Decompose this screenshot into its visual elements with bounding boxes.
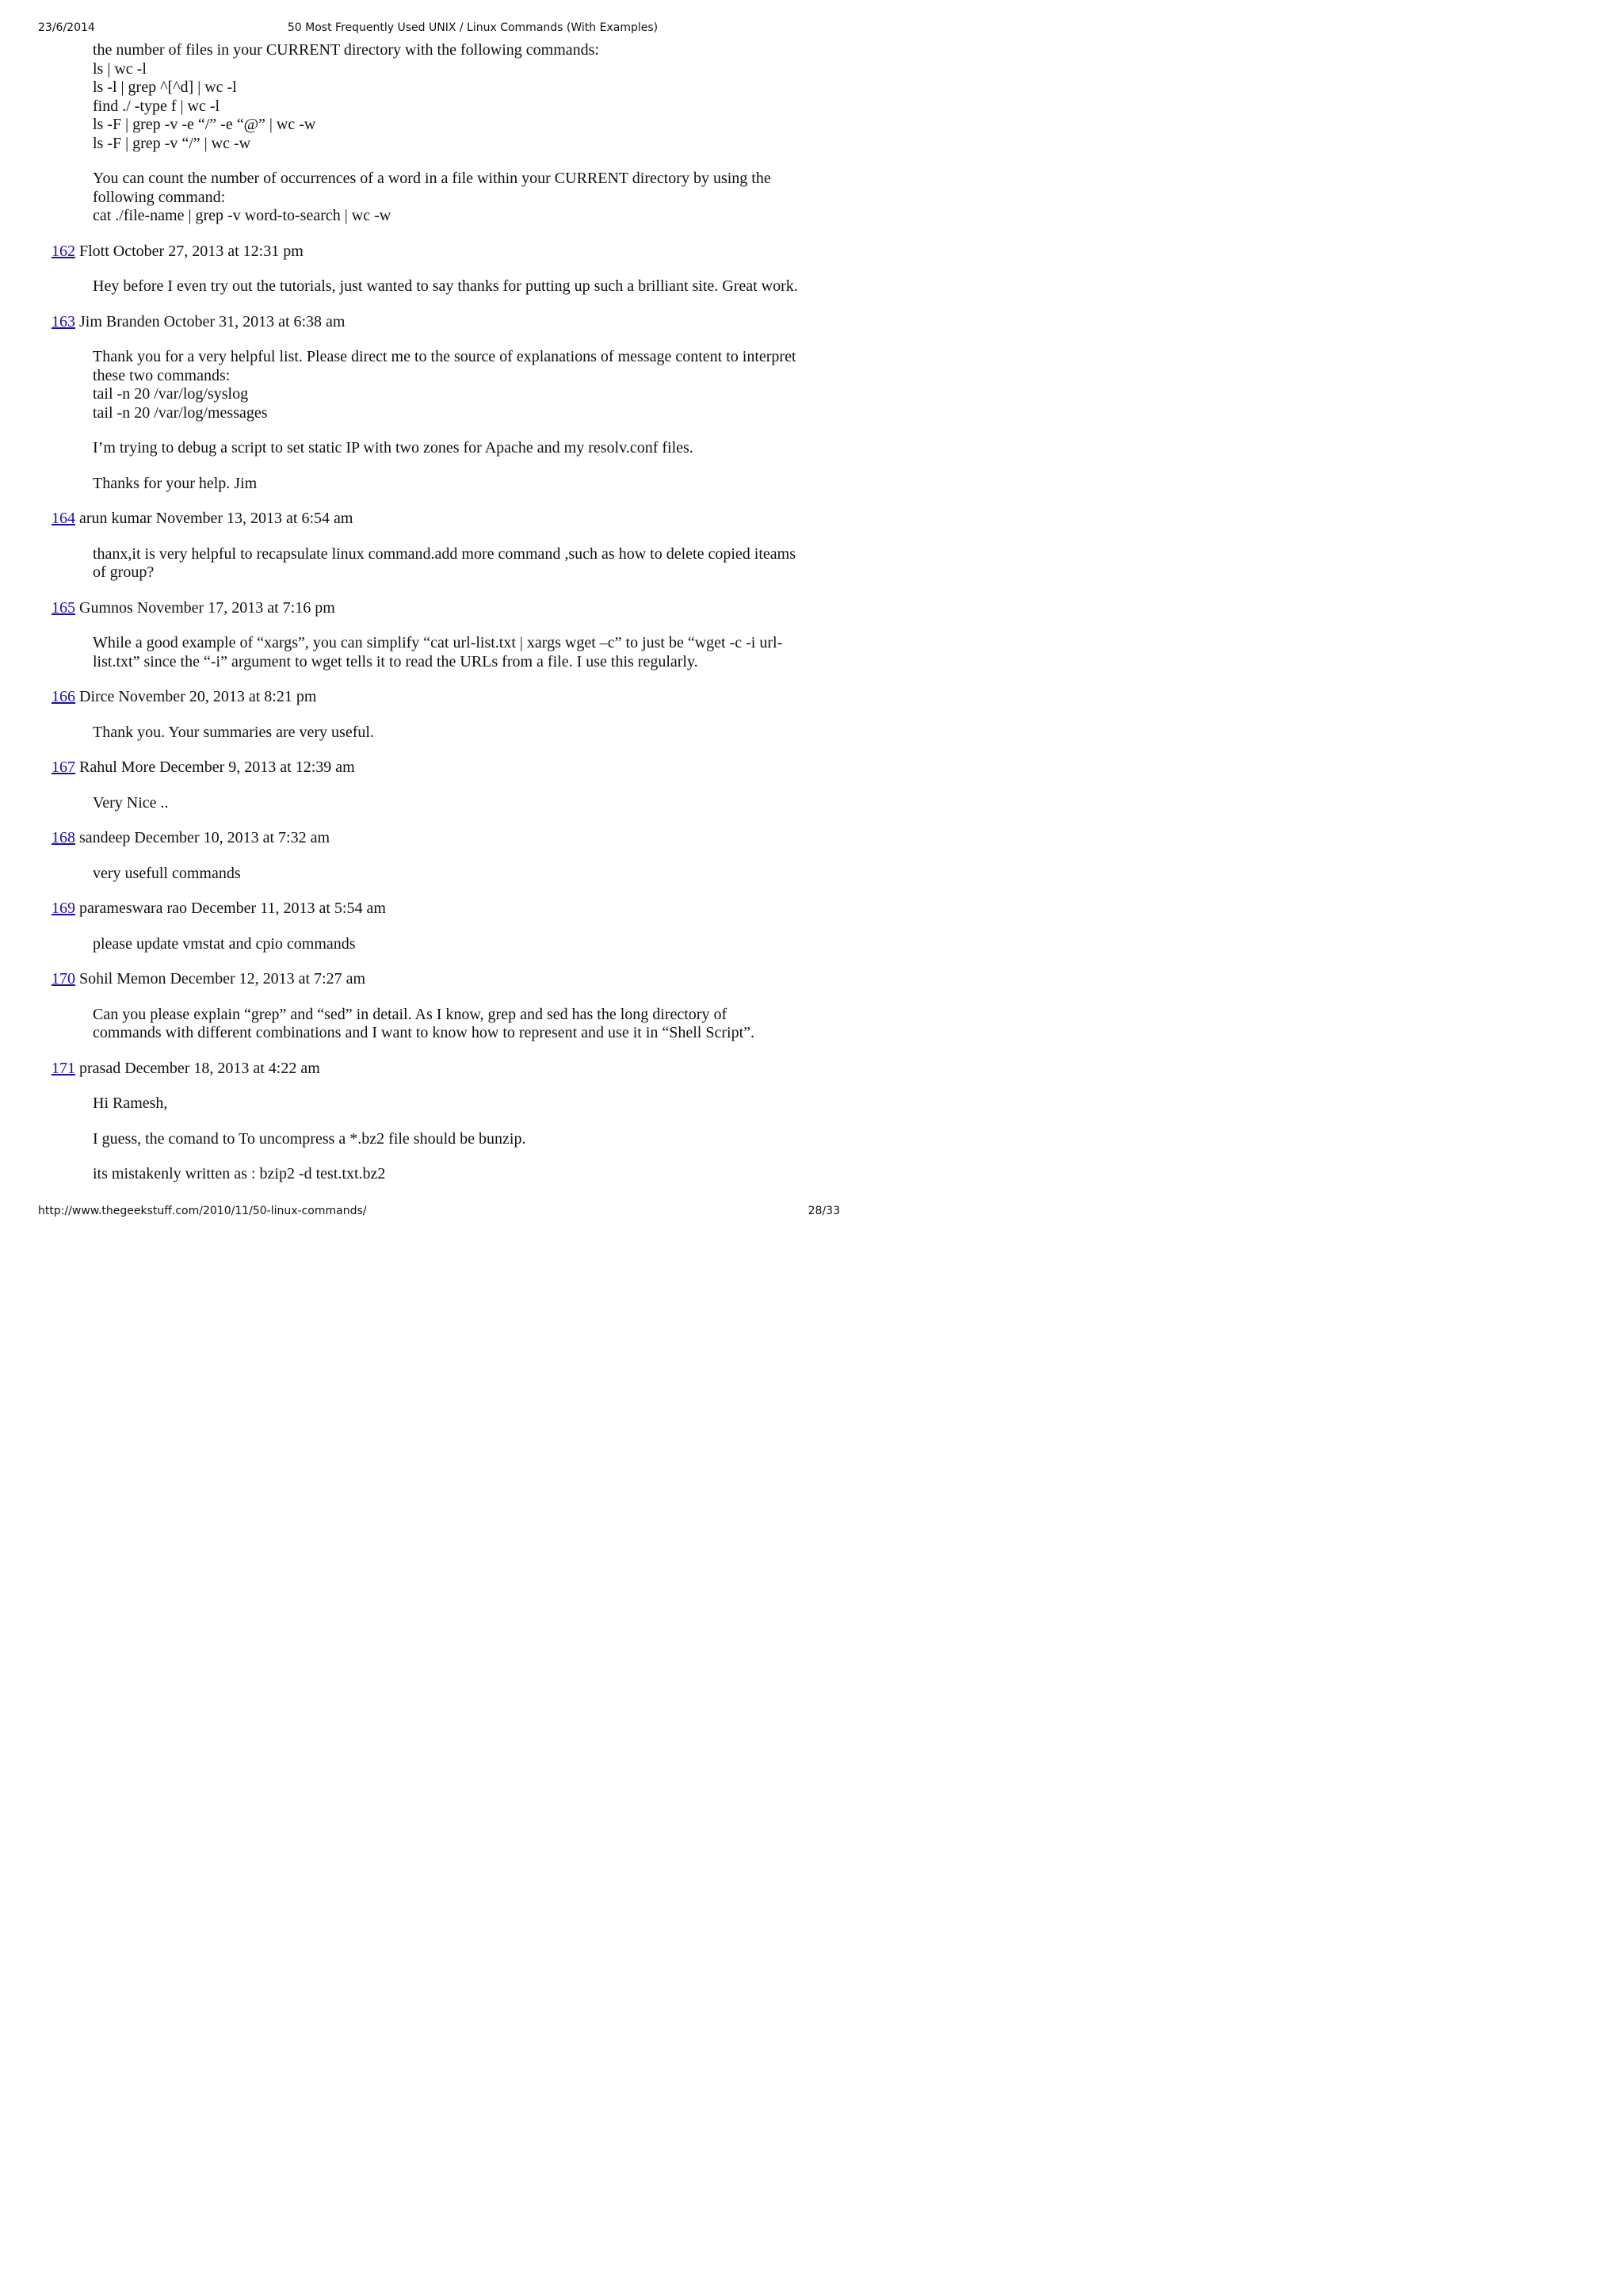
text-line: Very Nice .. xyxy=(93,793,169,812)
comment-body-paragraph xyxy=(93,1130,827,1149)
comment-body-paragraph xyxy=(93,439,827,458)
page-url: http://www.thegeekstuff.com/2010/11/50-linux-commands/ xyxy=(38,1205,367,1217)
comment-body-paragraph xyxy=(93,348,827,422)
text-line: Thank you for a very helpful list. Please direct me to the source of explanations of message content to interpret xyxy=(93,348,796,365)
text-line: ls | wc -l xyxy=(93,59,147,78)
comment-number-link[interactable]: 165 xyxy=(52,598,75,617)
comment-number-link[interactable]: 171 xyxy=(52,1059,75,1077)
page-header xyxy=(0,21,874,36)
comments-content xyxy=(0,41,874,1201)
comment-number-link[interactable]: 168 xyxy=(52,829,75,846)
text-line: Can you please explain “grep” and “sed” in detail. As I know, grep and sed has the long directory of xyxy=(93,1005,727,1023)
comment-header xyxy=(52,1060,874,1079)
comment-body-paragraph xyxy=(93,935,827,954)
comment-body-paragraph xyxy=(93,170,827,226)
comment-body-paragraph xyxy=(93,865,827,884)
comment-header xyxy=(52,970,874,989)
comment-author-date: arun kumar November 13, 2013 at 6:54 am xyxy=(75,510,353,527)
comment-author-date: Dirce November 20, 2013 at 8:21 pm xyxy=(75,688,317,705)
text-line: find ./ -type f | wc -l xyxy=(93,97,220,115)
text-line: very usefull commands xyxy=(93,864,241,882)
text-line: ls -l | grep ^[^d] | wc -l xyxy=(93,78,237,96)
comment-body-paragraph xyxy=(93,1006,827,1043)
text-line: commands with different combinations and I want to know how to represent and use it in “Shell Script”. xyxy=(93,1024,755,1041)
comment-author-date: parameswara rao December 11, 2013 at 5:54 am xyxy=(75,900,386,917)
text-line: thanx,it is very helpful to recapsulate linux command.add more command ,such as how to delete copied iteams xyxy=(93,544,796,563)
comment-header xyxy=(52,688,874,707)
print-date: 23/6/2014 xyxy=(38,21,95,34)
comment-header xyxy=(52,829,874,848)
text-line: You can count the number of occurrences of a word in a file within your CURRENT directory by using the xyxy=(93,170,771,187)
comment-body-paragraph xyxy=(93,634,827,671)
comment-number-link[interactable]: 164 xyxy=(52,510,75,527)
comment-body-paragraph xyxy=(93,794,827,813)
comment-number-link[interactable]: 169 xyxy=(52,900,75,917)
text-line: its mistakenly written as : bzip2 -d test.txt.bz2 xyxy=(93,1165,386,1182)
text-line: I’m trying to debug a script to set static IP with two zones for Apache and my resolv.conf files. xyxy=(93,439,693,457)
comment-author-date: sandeep December 10, 2013 at 7:32 am xyxy=(75,829,330,846)
text-line: Thank you. Your summaries are very useful. xyxy=(93,723,374,741)
text-line: tail -n 20 /var/log/syslog xyxy=(93,385,249,403)
text-line: tail -n 20 /var/log/messages xyxy=(93,403,268,422)
text-line: following command: xyxy=(93,188,226,206)
text-line: I guess, the comand to To uncompress a *.bz2 file should be bunzip. xyxy=(93,1129,526,1148)
comment-author-date: Flott October 27, 2013 at 12:31 pm xyxy=(75,242,304,260)
page-number: 28/33 xyxy=(808,1205,840,1217)
text-line: Hey before I even try out the tutorials, just wanted to say thanks for putting up such a brilliant site. Great work. xyxy=(93,277,798,295)
comment-body-paragraph xyxy=(93,41,827,153)
comment-header xyxy=(52,243,874,262)
text-line: of group? xyxy=(93,563,155,581)
comment-number-link[interactable]: 166 xyxy=(52,688,75,705)
comment-header xyxy=(52,313,874,332)
comment-header xyxy=(52,758,874,777)
text-line: While a good example of “xargs”, you can simplify “cat url-list.txt | xargs wget –c” to just be “wget -c -i url- xyxy=(93,634,783,651)
comment-header xyxy=(52,599,874,618)
comment-author-date: Sohil Memon December 12, 2013 at 7:27 am xyxy=(75,970,366,988)
page-footer xyxy=(0,1205,874,1219)
comment-body-paragraph xyxy=(93,475,827,494)
comment-number-link[interactable]: 170 xyxy=(52,970,75,988)
comment-body-paragraph xyxy=(93,724,827,743)
text-line: Hi Ramesh, xyxy=(93,1095,168,1112)
text-line: these two commands: xyxy=(93,366,231,384)
comment-number-link[interactable]: 163 xyxy=(52,312,75,330)
text-line: the number of files in your CURRENT directory with the following commands: xyxy=(93,41,599,59)
text-line: Thanks for your help. Jim xyxy=(93,474,258,492)
text-line: please update vmstat and cpio commands xyxy=(93,934,356,953)
comment-body-paragraph xyxy=(93,1095,827,1114)
comment-header xyxy=(52,510,874,529)
comment-body-paragraph xyxy=(93,1165,827,1184)
comment-author-date: Rahul More December 9, 2013 at 12:39 am xyxy=(75,758,355,776)
comment-author-date: Gumnos November 17, 2013 at 7:16 pm xyxy=(75,598,335,617)
comment-author-date: Jim Branden October 31, 2013 at 6:38 am xyxy=(75,312,346,330)
comment-author-date: prasad December 18, 2013 at 4:22 am xyxy=(75,1059,320,1077)
comment-number-link[interactable]: 162 xyxy=(52,242,75,260)
comment-number-link[interactable]: 167 xyxy=(52,758,75,776)
page-title: 50 Most Frequently Used UNIX / Linux Commands (With Examples) xyxy=(287,21,659,34)
text-line: ls -F | grep -v “/” | wc -w xyxy=(93,134,251,152)
comment-body-paragraph xyxy=(93,545,827,583)
text-line: ls -F | grep -v -e “/” -e “@” | wc -w xyxy=(93,116,316,133)
text-line: cat ./file-name | grep -v word-to-search | wc -w xyxy=(93,207,391,224)
text-line: list.txt” since the “-i” argument to wget tells it to read the URLs from a file. I use this regularly. xyxy=(93,652,698,670)
comment-header xyxy=(52,900,874,919)
comment-body-paragraph xyxy=(93,277,827,296)
